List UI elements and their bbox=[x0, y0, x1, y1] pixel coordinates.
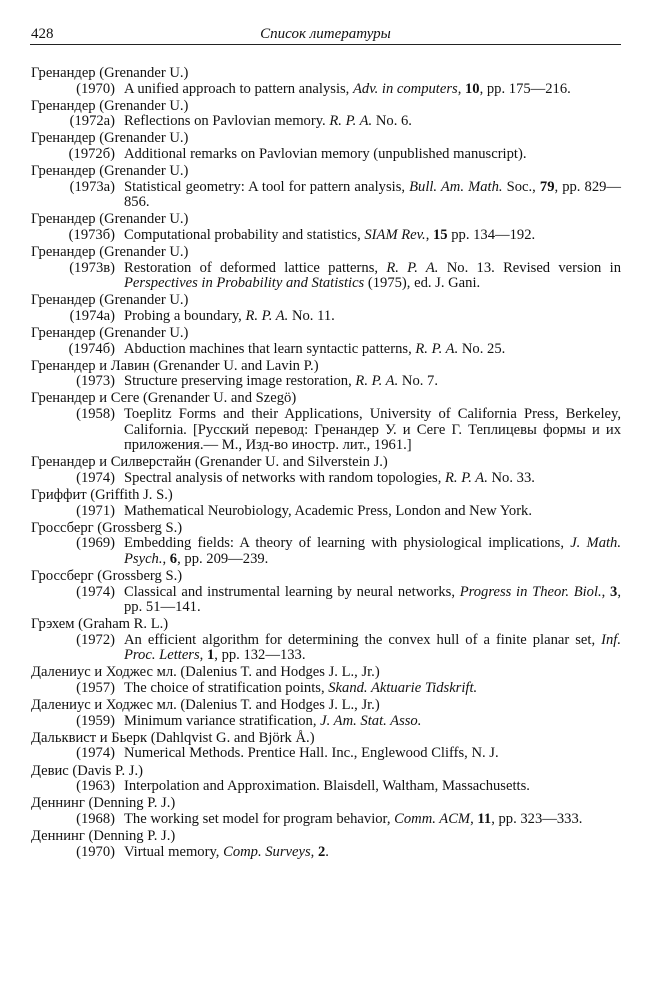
reference-year: (1973в) bbox=[69, 259, 115, 276]
reference-text: The choice of stratification points, Skand. Aktuarie Tidskrift. bbox=[124, 680, 478, 697]
reference-year: (1972б) bbox=[68, 145, 115, 162]
reference-item bbox=[30, 407, 621, 454]
reference-item bbox=[30, 147, 621, 163]
reference-year: (1972a) bbox=[69, 113, 115, 130]
reference-entry bbox=[30, 764, 621, 795]
reference-year: (1973) bbox=[76, 373, 115, 390]
reference-year: (1970) bbox=[76, 843, 115, 860]
reference-item bbox=[30, 114, 621, 130]
reference-author: Гренандер (Grenander U.) bbox=[31, 163, 189, 180]
reference-entry bbox=[30, 617, 621, 664]
reference-entry bbox=[30, 164, 621, 211]
reference-year: (1974б) bbox=[68, 340, 115, 357]
reference-item bbox=[30, 374, 621, 390]
reference-author: Грэхем (Graham R. L.) bbox=[31, 616, 169, 633]
reference-text: The working set model for program behavior, Comm. ACM, 11, pp. 323—333. bbox=[124, 810, 583, 827]
reference-entry bbox=[30, 731, 621, 762]
running-title: Список литературы bbox=[260, 26, 391, 42]
reference-entry bbox=[30, 326, 621, 357]
reference-entry bbox=[30, 829, 621, 860]
reference-entry bbox=[30, 665, 621, 696]
reference-author: Девис (Davis P. J.) bbox=[31, 762, 143, 779]
reference-author: Гренандер (Grenander U.) bbox=[31, 244, 189, 261]
reference-text: Embedding fields: A theory of learning with physiological implications, J. Math. Psych., 6, pp. 209—239. bbox=[124, 535, 621, 567]
reference-entry bbox=[30, 455, 621, 486]
reference-year: (1974) bbox=[76, 745, 115, 762]
reference-entry bbox=[30, 698, 621, 729]
reference-text: A unified approach to pattern analysis, Adv. in computers, 10, pp. 175—216. bbox=[124, 80, 571, 97]
reference-text: Abduction machines that learn syntactic patterns, R. P. A. No. 25. bbox=[124, 340, 506, 357]
reference-item bbox=[30, 82, 621, 98]
reference-item bbox=[30, 779, 621, 795]
reference-item bbox=[30, 309, 621, 325]
reference-author: Гренандер (Grenander U.) bbox=[31, 292, 189, 309]
reference-author: Гренандер и Силверстайн (Grenander U. and Silverstein J.) bbox=[31, 454, 388, 471]
reference-author: Гренандер и Лавин (Grenander U. and Lavin P.) bbox=[31, 357, 319, 374]
reference-author: Гроссберг (Grossberg S.) bbox=[31, 567, 183, 584]
reference-item bbox=[30, 585, 621, 616]
reference-year: (1968) bbox=[76, 810, 115, 827]
reference-item bbox=[30, 714, 621, 730]
reference-year: (1973б) bbox=[68, 226, 115, 243]
reference-entry bbox=[30, 796, 621, 827]
reference-year: (1974) bbox=[76, 469, 115, 486]
reference-text: Interpolation and Approximation. Blaisdell, Waltham, Massachusetts. bbox=[124, 778, 530, 795]
reference-year: (1959) bbox=[76, 712, 115, 729]
reference-text: Additional remarks on Pavlovian memory (unpublished manuscript). bbox=[124, 145, 527, 162]
reference-year: (1957) bbox=[76, 680, 115, 697]
reference-author: Гренандер (Grenander U.) bbox=[31, 97, 189, 114]
reference-entry bbox=[30, 245, 621, 292]
reference-entry bbox=[30, 521, 621, 568]
reference-text: Restoration of deformed lattice patterns, R. P. A. No. 13. Revised version in Perspectives in Probability and Statistics (1975), ed. J. Gani. bbox=[124, 259, 621, 292]
reference-text: Toeplitz Forms and their Applications, University of California Press, Berkeley, California. [Русский перевод: Гренандер У. и Сеге Г. Теплицевы формы и их приложения.— М., Изд-во иностр. лит., 1961.] bbox=[124, 405, 621, 454]
reference-entry bbox=[30, 131, 621, 162]
reference-text: Spectral analysis of networks with random topologies, R. P. A. No. 33. bbox=[124, 469, 535, 486]
reference-text: Classical and instrumental learning by neural networks, Progress in Theor. Biol., 3, pp. 51—141. bbox=[124, 583, 621, 616]
reference-year: (1973a) bbox=[69, 178, 115, 195]
reference-author: Деннинг (Denning P. J.) bbox=[31, 795, 176, 812]
reference-author: Дальквист и Бьерк (Dahlqvist G. and Björk Å.) bbox=[31, 729, 315, 746]
reference-item bbox=[30, 746, 621, 762]
reference-year: (1969) bbox=[76, 535, 115, 552]
reference-author: Гренандер (Grenander U.) bbox=[31, 325, 189, 341]
reference-item bbox=[30, 180, 621, 211]
reference-item bbox=[30, 228, 621, 244]
reference-item bbox=[30, 536, 621, 567]
reference-year: (1972) bbox=[76, 631, 115, 648]
reference-author: Гренандер (Grenander U.) bbox=[31, 130, 189, 147]
reference-entry bbox=[30, 293, 621, 324]
reference-entry bbox=[30, 391, 621, 453]
reference-item bbox=[30, 845, 621, 861]
reference-text: Probing a boundary, R. P. A. No. 11. bbox=[124, 307, 335, 324]
reference-author: Гренандер и Сеге (Grenander U. and Szegö) bbox=[31, 390, 297, 407]
reference-year: (1963) bbox=[76, 778, 115, 795]
reference-author: Гренандер (Grenander U.) bbox=[31, 211, 189, 228]
reference-entry bbox=[30, 488, 621, 519]
reference-text: Reflections on Pavlovian memory. R. P. A. No. 6. bbox=[124, 113, 412, 130]
reference-year: (1974a) bbox=[69, 307, 115, 324]
reference-author: Гриффит (Griffith J. S.) bbox=[31, 486, 173, 503]
reference-item bbox=[30, 261, 621, 292]
reference-item bbox=[30, 471, 621, 487]
reference-text: Structure preserving image restoration, R. P. A. No. 7. bbox=[124, 373, 438, 390]
header-rule bbox=[30, 44, 621, 45]
reference-author: Деннинг (Denning P. J.) bbox=[31, 827, 176, 844]
reference-entry bbox=[30, 359, 621, 390]
reference-list bbox=[30, 66, 621, 862]
reference-year: (1971) bbox=[76, 502, 115, 519]
page-number: 428 bbox=[31, 26, 54, 42]
reference-author: Далениус и Ходжес мл. (Dalenius T. and Hodges J. L., Jr.) bbox=[31, 697, 380, 714]
reference-author: Гроссберг (Grossberg S.) bbox=[31, 519, 183, 536]
reference-year: (1974) bbox=[76, 583, 115, 600]
reference-entry bbox=[30, 212, 621, 243]
reference-entry bbox=[30, 569, 621, 616]
reference-text: An efficient algorithm for determining the convex hull of a finite planar set, Inf. Proc. Letters, 1, pp. 132—133. bbox=[124, 631, 621, 664]
reference-item bbox=[30, 633, 621, 664]
reference-text: Statistical geometry: A tool for pattern analysis, Bull. Am. Math. Soc., 79, pp. 829—856. bbox=[124, 178, 622, 211]
reference-item bbox=[30, 681, 621, 697]
reference-author: Далениус и Ходжес мл. (Dalenius T. and Hodges J. L., Jr.) bbox=[31, 664, 380, 681]
reference-item bbox=[30, 342, 621, 358]
reference-year: (1958) bbox=[76, 405, 115, 422]
reference-item bbox=[30, 504, 621, 520]
reference-entry bbox=[30, 99, 621, 130]
reference-text: Minimum variance stratification, J. Am. Stat. Asso. bbox=[124, 712, 422, 729]
reference-text: Computational probability and statistics, SIAM Rev., 15 pp. 134—192. bbox=[124, 226, 536, 243]
reference-entry bbox=[30, 66, 621, 97]
reference-author: Гренандер (Grenander U.) bbox=[31, 65, 189, 81]
reference-year: (1970) bbox=[76, 80, 115, 97]
reference-text: Mathematical Neurobiology, Academic Press, London and New York. bbox=[124, 502, 533, 519]
reference-item bbox=[30, 812, 621, 828]
reference-text: Virtual memory, Comp. Surveys, 2. bbox=[124, 843, 329, 860]
reference-text: Numerical Methods. Prentice Hall. Inc., Englewood Cliffs, N. J. bbox=[124, 745, 499, 762]
